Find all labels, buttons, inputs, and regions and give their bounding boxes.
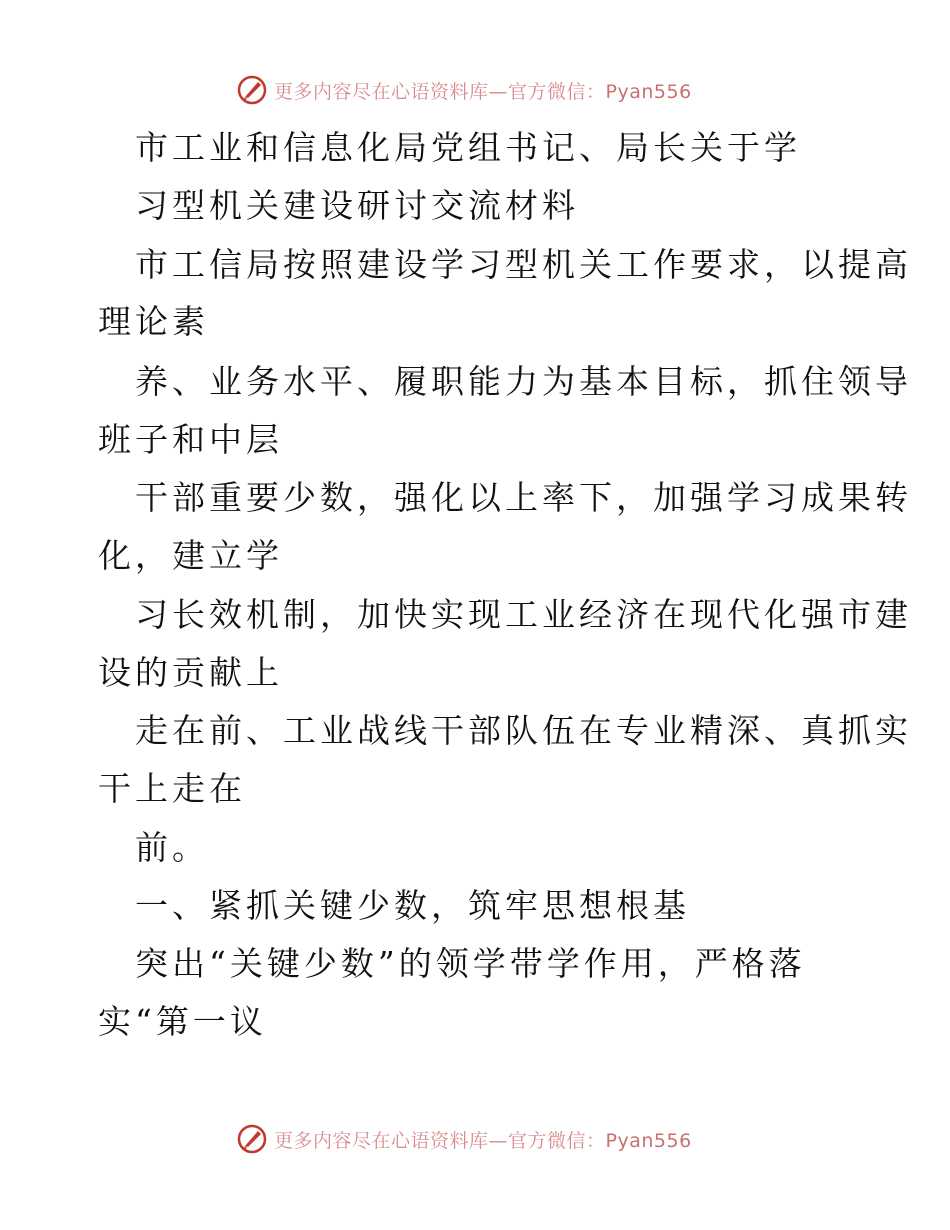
- paragraph-line: 习长效机制，加快实现工业经济在现代化强市建: [135, 595, 912, 634]
- paragraph-line: 前。: [135, 828, 209, 867]
- paragraph-line: 干部重要少数，强化以上率下，加强学习成果转: [135, 478, 912, 517]
- paragraph-line: 设的贡献上: [98, 653, 283, 692]
- watermark-text: 更多内容尽在心语资料库—官方微信：Pyan556: [274, 80, 692, 103]
- watermark-header: [236, 73, 692, 107]
- section-heading: 一、紧抓关键少数，筑牢思想根基: [135, 886, 690, 925]
- paragraph-line: 走在前、工业战线干部队伍在专业精深、真抓实: [135, 711, 912, 750]
- quill-logo-icon: [236, 1123, 268, 1155]
- paragraph-line: 实“第一议: [98, 1002, 267, 1041]
- paragraph-line: 化，建立学: [98, 536, 283, 575]
- quill-logo-icon: [236, 74, 268, 106]
- paragraph-line: 市工信局按照建设学习型机关工作要求，以提高: [135, 245, 912, 284]
- paragraph-line: 班子和中层: [98, 420, 283, 459]
- watermark-footer: [236, 1122, 692, 1156]
- watermark-text: 更多内容尽在心语资料库—官方微信：Pyan556: [274, 1129, 692, 1152]
- paragraph-line: 干上走在: [98, 769, 246, 808]
- paragraph-line: 理论素: [98, 302, 209, 341]
- paragraph-line: 突出“关键少数”的领学带学作用，严格落: [135, 944, 806, 983]
- paragraph-line: 养、业务水平、履职能力为基本目标，抓住领导: [135, 362, 912, 401]
- document-title-line-1: 市工业和信息化局党组书记、局长关于学: [135, 128, 801, 167]
- document-title-line-2: 习型机关建设研讨交流材料: [135, 186, 579, 225]
